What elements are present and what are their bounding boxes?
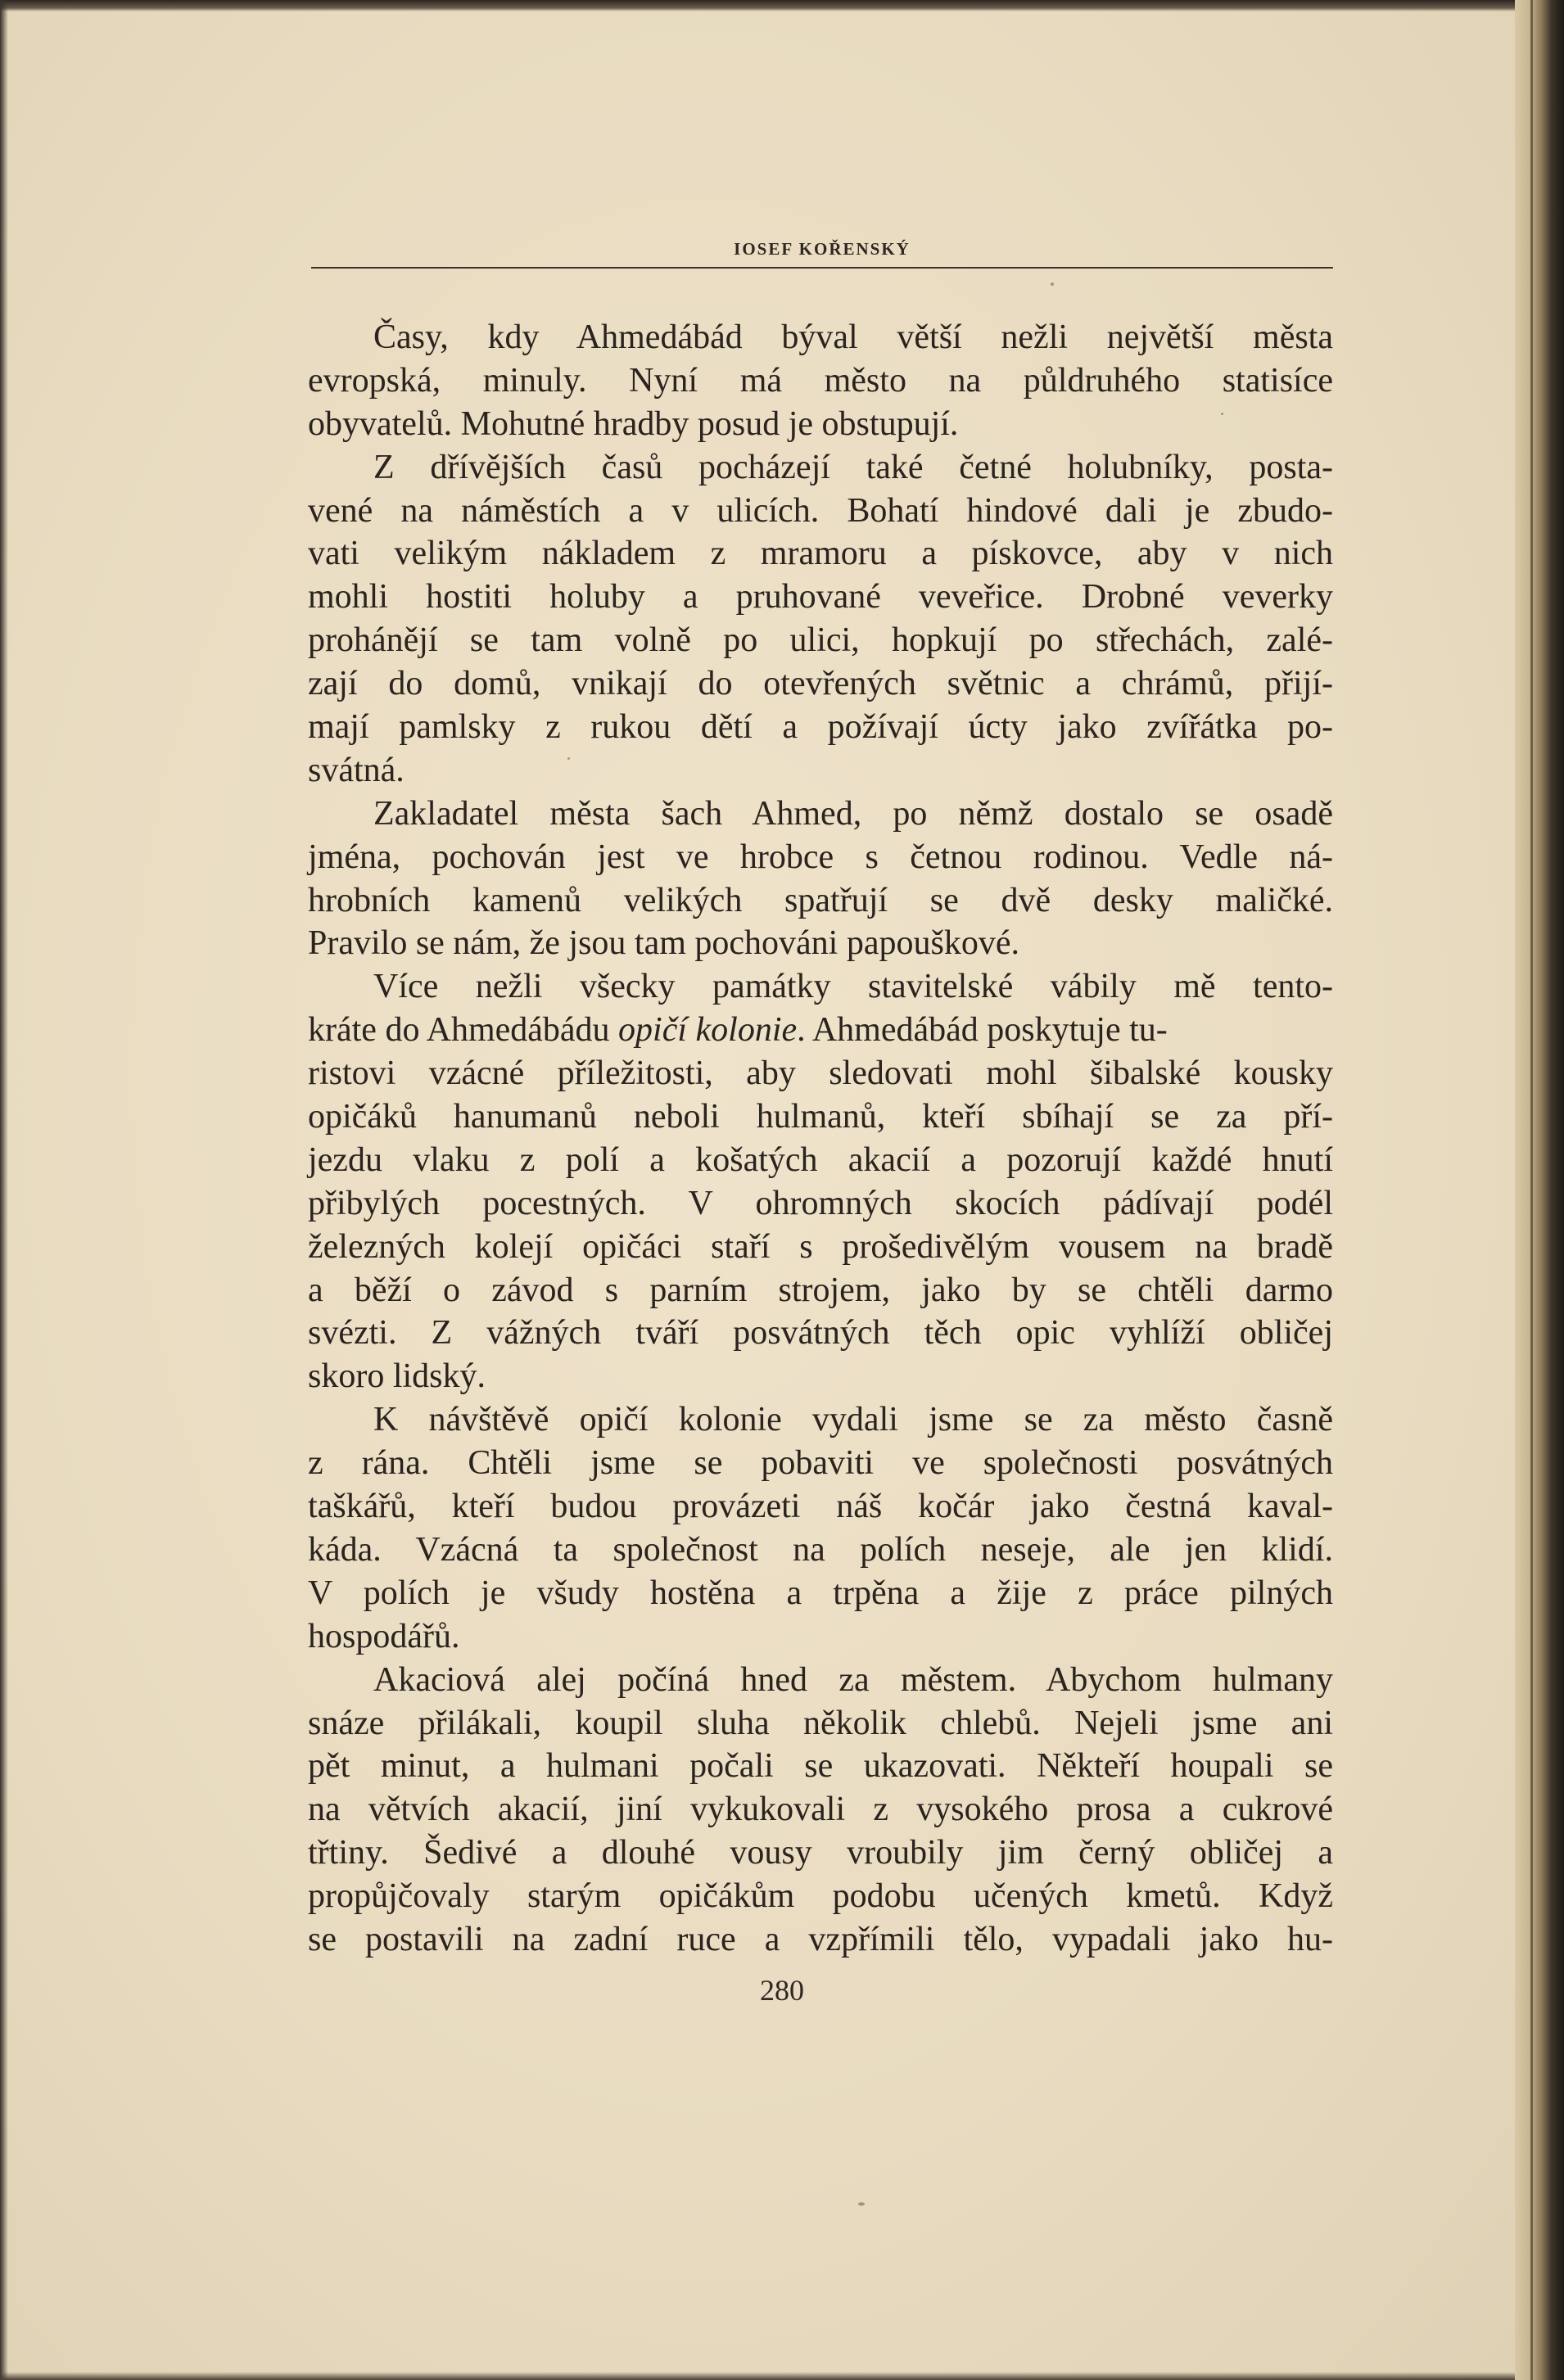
text-line: pět minut, a hulmani počali se ukazovati. Někteří houpali se	[308, 1747, 1333, 1786]
text-line: třtiny. Šedivé a dlouhé vousy vroubily jim černý obličej a	[308, 1834, 1333, 1872]
body-text	[308, 316, 1333, 1962]
text-line: mají pamlsky z rukou dětí a požívají úcty jako zvířátka po-	[308, 708, 1333, 747]
text-line: Zakladatel města šach Ahmed, po němž dostalo se osadě	[373, 794, 1333, 833]
text-line: ristovi vzácné příležitosti, aby sledovati mohl šibalské kousky	[308, 1055, 1333, 1093]
page-number: 280	[760, 1974, 804, 2007]
text-line: železných kolejí opičáci staří s prošedivělým vousem na bradě	[308, 1227, 1333, 1266]
text-line: vené na náměstích a v ulicích. Bohatí hindové dali je zbudo-	[308, 491, 1333, 530]
text-line: vati velikým nákladem z mramoru a pískovce, aby v nich	[308, 535, 1333, 573]
text-segment: kráte do Ahmedábádu	[308, 1011, 619, 1050]
text-line	[308, 1009, 1333, 1052]
text-line: obyvatelů. Mohutné hradby posud je obstupují.	[308, 404, 959, 443]
text-line: skoro lidský.	[308, 1357, 486, 1396]
text-line: mohli hostiti holuby a pruhované veveřice. Drobné veverky	[308, 578, 1333, 616]
text-line: se postavili na zadní ruce a vzpřímili tělo, vypadali jako hu-	[308, 1920, 1333, 1958]
text-line: zají do domů, vnikají do otevřených světnic a chrámů, přijí-	[308, 665, 1333, 703]
text-line: přibylých pocestných. V ohromných skocích pádívají podél	[308, 1184, 1333, 1222]
text-line: Více nežli všecky památky stavitelské vábily mě tento-	[373, 968, 1333, 1006]
running-header	[311, 231, 1333, 270]
paper-speck	[858, 2202, 865, 2206]
header-rule	[311, 267, 1333, 269]
text-line: K návštěvě opičí kolonie vydali jsme se za město časně	[373, 1401, 1333, 1439]
text-line: hrobních kamenů velikých spatřují se dvě desky maličké.	[308, 881, 1333, 919]
text-line: a běží o závod s parním strojem, jako by se chtěli darmo	[308, 1271, 1333, 1309]
text-segment: . Ahmedábád poskytuje tu-	[797, 1011, 1168, 1050]
page-left-edge	[0, 0, 8, 2380]
text-line: snáze přilákali, koupil sluha několik chlebů. Nejeli jsme ani	[308, 1704, 1333, 1742]
text-line: V polích je všudy hostěna a trpěna a žije z práce pilných	[308, 1574, 1333, 1612]
text-line: jezdu vlaku z polí a košatých akacií a pozorují každé hnutí	[308, 1140, 1333, 1179]
text-line: na větvích akacií, jiní vykukovali z vysokého prosa a cukrové	[308, 1791, 1333, 1829]
emphasis-text: opičí kolonie	[618, 1011, 798, 1050]
paper-speck	[1051, 282, 1054, 286]
text-line: prohánějí se tam volně po ulici, hopkují po střechách, zalé-	[308, 621, 1333, 660]
text-line: hospodářů.	[308, 1617, 460, 1655]
text-line: káda. Vzácná ta společnost na polích neseje, ale jen klidí.	[308, 1530, 1333, 1569]
text-line: z rána. Chtěli jsme se pobaviti ve společnosti posvátných	[308, 1444, 1333, 1483]
text-line: evropská, minuly. Nyní má město na půldruhého statisíce	[308, 361, 1333, 400]
text-line: Časy, kdy Ahmedábád býval větší nežli největší města	[373, 318, 1333, 356]
page-top-edge	[0, 0, 1564, 11]
running-head-author: IOSEF KOŘENSKÝ	[734, 239, 911, 259]
text-line: jména, pochován jest ve hrobce s četnou rodinou. Vedle ná-	[308, 838, 1333, 876]
spine-gutter-line	[1530, 0, 1533, 2380]
text-line: taškářů, kteří budou provázeti náš kočár jako čestná kaval-	[308, 1488, 1333, 1526]
text-line: opičáků hanumanů neboli hulmanů, kteří sbíhají se za pří-	[308, 1098, 1333, 1136]
text-line: Akaciová alej počíná hned za městem. Abychom hulmany	[373, 1660, 1333, 1699]
page-bottom-edge	[0, 2372, 1564, 2380]
text-line: Pravilo se nám, že jsou tam pochováni papouškové.	[308, 924, 1019, 963]
text-line: svátná.	[308, 751, 405, 789]
text-line: svézti. Z vážných tváří posvátných těch opic vyhlíží obličej	[308, 1314, 1333, 1353]
text-line: Z dřívějších časů pocházejí také četné holubníky, posta-	[373, 448, 1333, 486]
book-spine	[1515, 0, 1564, 2380]
text-line: propůjčovaly starým opičákům podobu učených kmetů. Když	[308, 1877, 1333, 1916]
